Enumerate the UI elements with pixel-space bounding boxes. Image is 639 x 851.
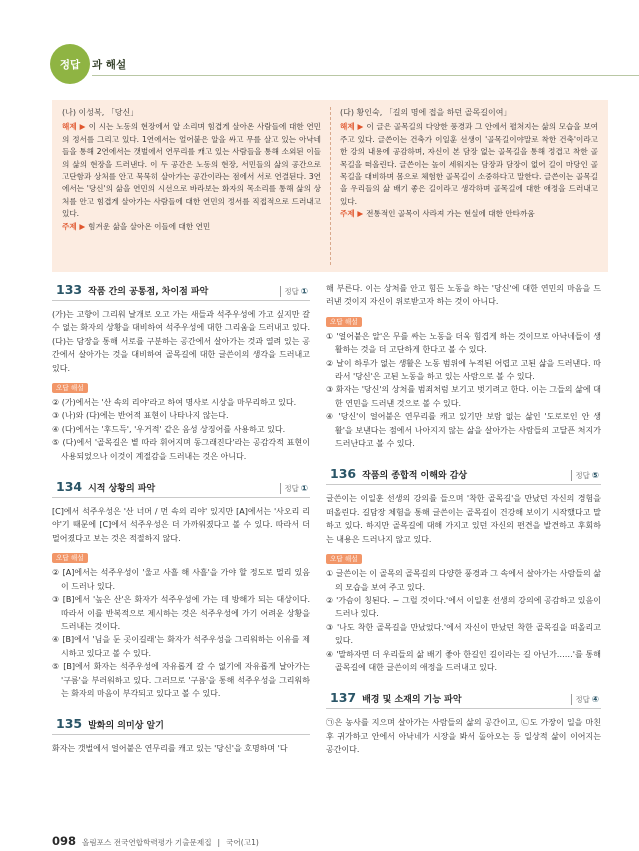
- question-header-135: [52, 716, 310, 735]
- haeje-text: 이 글은 골목길의 다양한 풍경과 그 안에서 펼쳐지는 삶의 모습을 보여 주고 있다. 글쓴이는 건축가 이일훈 선생이 '골목길이야말로 착한 건축'이라고 한 강의 내용에 공감하며, 자신이 본 담장 없는 골목길을 통해 정겹고 착한 골목길을 떠올린다. 글쓴이는 높이 세워지는 담장과 담장이 없어 길이 마당인 골목길을 대비하며 몸으로 체험한 골목길이 소중하다고 말한다. 글쓴이는 골목길을 우리들의 삶 배기 좋은 길이라고 생각하며 골목길에 대한 애정을 드러내고 있다.: [340, 122, 599, 206]
- subject-label: 국어(고1): [226, 838, 259, 847]
- section-spacer: [52, 700, 310, 716]
- page-number: 098: [52, 834, 77, 848]
- page-footer: [52, 834, 259, 848]
- juje-label: 주제 ▶: [340, 209, 364, 219]
- answer-tag-label: 정답: [575, 695, 590, 705]
- question-header-133: [52, 282, 310, 301]
- haeje-text: 이 시는 노동의 현장에서 알 소리며 힘겹게 살아온 사람들에 대한 연민의 정서를 그리고 있다. 1연에서는 얼어붙은 알을 싸고 무를 살고 있는 아낙네들을 통해 2연에서는 갯벌에서 연무리를 캐고 있는 사람들을 통해 소외된 이들의 삶의 현장을 드러낸다. 이 두 공간은 노동의 현장, 서민들의 삶의 공간으로 고단함과 상처를 안고 묵묵히 살아가는 공간이라는 점에서 서로 연결된다. 3연에서는 '당신'의 삶을 연민의 시선으로 바라보는 화자의 목소리를 통해 삶의 상처를 안고 힘겹게 살아가는 사람들에 대한 연민의 정서를 직접적으로 드러내고 있다.: [62, 122, 322, 219]
- wrong-answer-item: ② 날이 하루가 없는 생활은 노동 범위에 누적된 어렵고 고된 삶을 드러낸다. 따라서 '당신'은 고된 노동을 하고 있는 사람으로 볼 수 있다.: [326, 358, 601, 382]
- section-spacer: [326, 450, 601, 466]
- book-title: 올림포스 전국연합학력평가 기출문제집: [82, 838, 212, 847]
- answer-header-suffix: 과 해설: [92, 59, 127, 71]
- wrong-answer-item: ① 글쓴이는 이 골목의 골목길의 다양한 풍경과 그 속에서 살아가는 사람들의 삶의 모습을 보여 주고 있다.: [326, 569, 601, 592]
- summary-left-column: [62, 107, 330, 265]
- question-number: 136: [330, 466, 357, 482]
- section-spacer: [52, 463, 310, 479]
- summary-right-juje: [340, 208, 598, 220]
- wrong-answer-item: ① '얼어붙은 알'은 무를 싸는 노동을 더욱 힘겹게 하는 것이므로 아낙네들이 생활하는 것을 더 고단하게 한다고 볼 수 있다.: [326, 331, 601, 355]
- wrong-answer-item: ③ 화자는 '당신'의 상처를 범죄처럼 보기고 벗기려고 한다. 이는 그들의 삶에 대한 연민을 드러낸 것으로 볼 수 있다.: [326, 385, 601, 408]
- answer-value: ⑤: [591, 471, 599, 482]
- summary-left-title: (나) 이성복, 「당신」: [62, 108, 139, 117]
- summary-left-juje: [62, 221, 321, 233]
- answer-tag: [280, 483, 308, 494]
- haeje-label: 해제 ▶: [62, 122, 86, 132]
- wrong-answer-item: ③ [B]에서 '높은 산'은 화자가 석주우성에 가는 데 방해가 되는 대상이다. 따라서 이를 반복적으로 제시하는 것은 석주우성에 가기 어려운 상황을 드러내는 것이다.: [52, 595, 310, 631]
- wrong-answer-item: ② [A]에서는 석주우성이 '울고 사흘 해 사흘'을 가야 할 정도로 멀리 있음이 드러나 있다.: [52, 568, 310, 591]
- haeje-label: 해제 ▶: [340, 122, 364, 132]
- answer-value: ④: [591, 695, 599, 706]
- answer-header-badge: [50, 44, 90, 84]
- explanation-text: 화자는 갯벌에서 얼어붙은 연무리를 캐고 있는 '당신'을 호명하며 '다: [52, 744, 288, 754]
- question-title: 배경 및 소재의 기능 파악: [362, 695, 462, 706]
- wrong-answer-item: ③ '나도 착한 골목길을 만났었다.'에서 자신이 만났던 착한 골목길을 떠올리고 있다.: [326, 622, 601, 646]
- answer-tag-label: 정답: [284, 287, 299, 296]
- answer-value: ①: [300, 287, 308, 297]
- explanation-text: (가)는 고향이 그리워 날개로 오고 가는 새들과 석주우성에 가고 싶지만 갈 수 없는 화자의 상황을 대비하여 석주우성에 대한 그리움을 드러내고 있다. (다)는 담장을 통해 서로를 구분하는 공간에서 살아가는 것과 열려 있는 공간에서 살아가는 것을 대비하여 골목길에 대한 글쓴이의 생각을 드러내고 있다.: [52, 310, 310, 373]
- wrong-answer-item: ② (가)에서는 '산 속의 리야'라고 하여 명사로 시상을 마무리하고 있다.: [52, 398, 297, 408]
- answer-tag-label: 정답: [284, 484, 299, 494]
- wrong-answer-item: ④ [B]에서 '님을 둔 곳이길래'는 화자가 석주우성을 그리워하는 이유를 제시하고 있다고 볼 수 있다.: [52, 635, 310, 658]
- wrong-answer-item: ⑤ [B]에서 화자는 석주우성에 자유롭게 갈 수 없기에 자유롭게 날아가는 '구름'을 부러워하고 있다. 그러므로 '구름'을 통해 석주우성을 그리워하는 화자의 마음이 부각되고 있다고 볼 수 있다.: [52, 662, 310, 698]
- juje-label: 주제 ▶: [62, 221, 86, 231]
- wrong-answer-badge: 오답 해설: [326, 554, 362, 564]
- answer-tag: [571, 694, 599, 705]
- answer-tag: [571, 470, 599, 481]
- summary-left-haeje: [62, 121, 321, 220]
- question-header-137: [326, 690, 601, 709]
- question-title: 작품 간의 공통점, 차이점 파악: [88, 287, 209, 297]
- question-header-136: [326, 466, 601, 485]
- wrong-answer-item: ⑤ (다)에서 '골목길은 볕 따라 휘어지며 동그래진다'라는 공감각적 표현이 사용되었으나 이것이 계절감을 드러내는 것은 아니다.: [52, 438, 310, 461]
- summary-right-haeje: [340, 121, 598, 208]
- question-number: 133: [56, 282, 83, 297]
- main-right-column: [326, 282, 601, 757]
- question-header-134: [52, 479, 310, 498]
- wrong-answer-badge: 오답 해설: [326, 317, 362, 327]
- explanation-text-continued: 해 부른다. 이는 상처를 안고 힘든 노동을 하는 '당신'에 대한 연민의 마음을 드러낸 것이지 자신이 위로받고자 하는 것이 아니다.: [326, 284, 601, 307]
- question-title: 시적 상황의 파악: [88, 484, 156, 495]
- question-title: 발화의 의미상 알기: [88, 721, 164, 732]
- juje-text: 힘겨운 삶을 살아온 이들에 대한 연민: [88, 221, 211, 231]
- answer-header-badge-label: 정답: [59, 58, 81, 71]
- explanation-text: ㉠은 농사를 지으며 살아가는 사람들의 삶의 공간이고, ㉡도 가장이 일을 마친 후 귀가하고 안에서 아낙네가 시장을 봐서 돌아오는 등 일상적 삶이 이어지는 공간이다.: [326, 718, 601, 755]
- summary-right-title: (다) 황인숙, 「길의 명에 접을 하던 골목길이여」: [340, 108, 512, 117]
- answer-value: ①: [300, 484, 308, 495]
- summary-right-column: [330, 107, 598, 265]
- question-title: 작품의 종합적 이해와 감상: [362, 471, 468, 482]
- question-number: 135: [56, 716, 83, 732]
- question-number: 137: [330, 690, 357, 706]
- explanation-text: [C]에서 석주우성은 '산 너머 / 먼 속의 리야' 있지만 [A]에서는 '사오리 리야'기 때문에 [C]에서 석주우성은 더 가까워졌다고 볼 수 있다. 따라서 더 멀어졌다고 보는 것은 적절하지 않다.: [52, 507, 310, 543]
- wrong-answer-item: ④ (다)에서는 '후드득', '우거적' 같은 음성 상징어를 사용하고 있다.: [52, 424, 286, 434]
- wrong-answer-item: ② '가슴이 칭된다. ~ 그럴 것이다.'에서 이일훈 선생의 강의에 공감하고 있음이 드러나 있다.: [326, 595, 601, 619]
- answer-tag: [280, 286, 308, 297]
- question-number: 134: [56, 479, 83, 495]
- summary-box: [52, 100, 608, 272]
- answer-tag-label: 정답: [575, 471, 590, 481]
- wrong-answer-item: ④ '당신'이 얼어붙은 연무리를 캐고 있기만 보람 없는 삶인 '도로로인 안 생활'을 보낸다는 점에서 나아지지 않는 삶을 살아가는 사람들의 고달픈 처지가 드러난다고 볼 수 있다.: [326, 412, 601, 449]
- explanation-text: 글쓴이는 이일훈 선생의 강의를 들으며 '착한 골목길'을 만났던 자신의 경험을 떠올린다. 길담장 체험을 통해 글쓴이는 골목길이 건강해 보이기 시작했다고 말하고 있다. 하지만 골목길에 대해 가지고 있던 자신의 편견을 발견하고 후회하는 내용은 드러나지 않고 있다.: [326, 494, 601, 544]
- section-spacer: [326, 674, 601, 690]
- header-divider: [92, 75, 639, 76]
- juje-text: 전통적인 골목이 사라져 가는 현실에 대한 안타까움: [366, 209, 535, 219]
- wrong-answer-item: ③ (나)와 (다)에는 반어적 표현이 나타나지 않는다.: [52, 411, 229, 421]
- wrong-answer-badge: 오답 해설: [52, 553, 88, 563]
- footer-separator: |: [217, 838, 221, 847]
- wrong-answer-item: ④ '말하자면 더 우리들의 삶 배기 좋아 한길인 길이라는 길 아닌가……'를 통해 골목길에 대한 글쓴이의 애정을 드러내고 있다.: [326, 649, 601, 672]
- wrong-answer-badge: 오답 해설: [52, 383, 88, 393]
- main-left-column: [52, 282, 310, 756]
